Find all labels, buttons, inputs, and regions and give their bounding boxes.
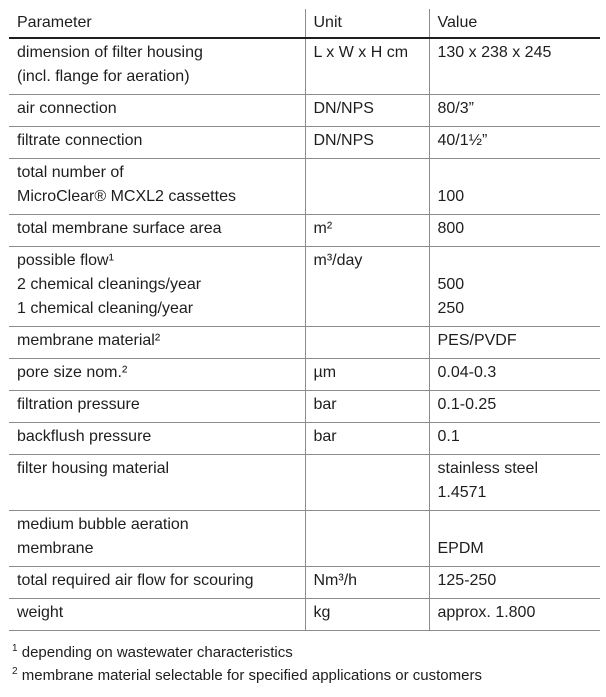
cell-line bbox=[438, 249, 595, 273]
value-cell bbox=[429, 127, 600, 159]
footnote-mark: 1 bbox=[12, 643, 18, 654]
parameter-cell bbox=[9, 215, 305, 247]
cell-line: total required air flow for scouring bbox=[17, 572, 254, 589]
cell-line bbox=[314, 513, 423, 537]
cell-line: air connection bbox=[17, 100, 117, 117]
cell-line: m³/day bbox=[313, 252, 363, 269]
cell-line: 125-250 bbox=[437, 572, 497, 589]
cell-line: 40/1½” bbox=[437, 132, 488, 149]
unit-cell bbox=[305, 327, 429, 359]
cell-line: 250 bbox=[437, 300, 465, 317]
unit-cell bbox=[305, 359, 429, 391]
cell-line: 0.1 bbox=[437, 428, 460, 445]
table-body bbox=[9, 38, 600, 631]
cell-line: dimension of filter housing bbox=[17, 44, 203, 61]
unit-cell bbox=[305, 455, 429, 511]
table-row bbox=[9, 327, 600, 359]
cell-line bbox=[314, 329, 423, 353]
table-row bbox=[9, 455, 600, 511]
value-cell bbox=[429, 455, 600, 511]
value-cell bbox=[429, 38, 600, 95]
parameter-cell bbox=[9, 247, 305, 327]
cell-line: filtrate connection bbox=[17, 132, 143, 149]
cell-line: 1.4571 bbox=[437, 484, 487, 501]
cell-line: 0.04-0.3 bbox=[437, 364, 497, 381]
cell-line: bar bbox=[313, 428, 337, 445]
unit-cell bbox=[305, 599, 429, 631]
unit-cell bbox=[305, 567, 429, 599]
cell-line: 130 x 238 x 245 bbox=[437, 44, 552, 61]
cell-line: backflush pressure bbox=[17, 428, 152, 445]
table-row bbox=[9, 247, 600, 327]
cell-line: 80/3” bbox=[437, 100, 474, 117]
value-cell bbox=[429, 567, 600, 599]
cell-line: DN/NPS bbox=[313, 100, 374, 117]
cell-line: 500 bbox=[437, 276, 465, 293]
table-row bbox=[9, 127, 600, 159]
unit-cell bbox=[305, 511, 429, 567]
footnote-text: membrane material selectable for specified applications or customers bbox=[21, 667, 482, 684]
parameter-cell bbox=[9, 455, 305, 511]
cell-line: 100 bbox=[437, 188, 465, 205]
unit-cell bbox=[305, 247, 429, 327]
cell-line: stainless steel bbox=[437, 460, 538, 477]
table-row bbox=[9, 391, 600, 423]
cell-line: m² bbox=[313, 220, 333, 237]
footnote-text: depending on wastewater characteristics bbox=[21, 644, 293, 661]
value-cell bbox=[429, 359, 600, 391]
cell-line: (incl. flange for aeration) bbox=[17, 68, 190, 85]
parameter-cell bbox=[9, 567, 305, 599]
parameter-cell bbox=[9, 159, 305, 215]
header-unit: Unit bbox=[305, 9, 429, 38]
cell-line: 2 chemical cleanings/year bbox=[17, 276, 202, 293]
cell-line: DN/NPS bbox=[313, 132, 374, 149]
cell-line: EPDM bbox=[437, 540, 484, 557]
cell-line: 0.1-0.25 bbox=[437, 396, 497, 413]
table-row bbox=[9, 38, 600, 95]
cell-line: kg bbox=[313, 604, 331, 621]
table-row bbox=[9, 215, 600, 247]
cell-line bbox=[438, 513, 595, 537]
value-cell bbox=[429, 215, 600, 247]
table-row bbox=[9, 423, 600, 455]
table-row bbox=[9, 95, 600, 127]
cell-line: L x W x H cm bbox=[313, 44, 409, 61]
table-row bbox=[9, 159, 600, 215]
value-cell bbox=[429, 599, 600, 631]
header-parameter: Parameter bbox=[9, 9, 305, 38]
cell-line: membrane material² bbox=[17, 332, 161, 349]
cell-line: bar bbox=[313, 396, 337, 413]
parameter-cell bbox=[9, 511, 305, 567]
table-row bbox=[9, 511, 600, 567]
parameter-cell bbox=[9, 327, 305, 359]
cell-line bbox=[314, 161, 423, 185]
parameter-cell bbox=[9, 423, 305, 455]
parameter-cell bbox=[9, 359, 305, 391]
cell-line: possible flow¹ bbox=[17, 252, 114, 269]
footnote-mark: 2 bbox=[12, 666, 18, 677]
cell-line: MicroClear® MCXL2 cassettes bbox=[17, 188, 236, 205]
footnotes bbox=[12, 641, 482, 687]
cell-line: PES/PVDF bbox=[437, 332, 517, 349]
cell-line bbox=[438, 161, 595, 185]
value-cell bbox=[429, 159, 600, 215]
cell-line: filtration pressure bbox=[17, 396, 140, 413]
footnote-1 bbox=[12, 641, 482, 664]
cell-line: µm bbox=[313, 364, 337, 381]
unit-cell bbox=[305, 159, 429, 215]
table-row bbox=[9, 599, 600, 631]
cell-line: filter housing material bbox=[17, 460, 170, 477]
unit-cell bbox=[305, 215, 429, 247]
header-value: Value bbox=[429, 9, 600, 38]
cell-line: total membrane surface area bbox=[17, 220, 222, 237]
table-header-row bbox=[9, 9, 600, 38]
value-cell bbox=[429, 247, 600, 327]
parameter-cell bbox=[9, 127, 305, 159]
cell-line: Nm³/h bbox=[313, 572, 358, 589]
unit-cell bbox=[305, 95, 429, 127]
cell-line: total number of bbox=[17, 164, 124, 181]
parameter-cell bbox=[9, 38, 305, 95]
unit-cell bbox=[305, 391, 429, 423]
value-cell bbox=[429, 423, 600, 455]
table-row bbox=[9, 567, 600, 599]
value-cell bbox=[429, 391, 600, 423]
spec-table bbox=[9, 9, 600, 631]
cell-line: approx. 1.800 bbox=[437, 604, 536, 621]
cell-line: medium bubble aeration bbox=[17, 516, 189, 533]
value-cell bbox=[429, 95, 600, 127]
unit-cell bbox=[305, 423, 429, 455]
table-row bbox=[9, 359, 600, 391]
parameter-cell bbox=[9, 391, 305, 423]
value-cell bbox=[429, 327, 600, 359]
parameter-cell bbox=[9, 599, 305, 631]
cell-line: 800 bbox=[437, 220, 465, 237]
cell-line: weight bbox=[17, 604, 64, 621]
parameter-cell bbox=[9, 95, 305, 127]
cell-line: 1 chemical cleaning/year bbox=[17, 300, 194, 317]
cell-line: membrane bbox=[17, 540, 94, 557]
cell-line: pore size nom.² bbox=[17, 364, 128, 381]
cell-line bbox=[314, 457, 423, 481]
unit-cell bbox=[305, 127, 429, 159]
value-cell bbox=[429, 511, 600, 567]
unit-cell bbox=[305, 38, 429, 95]
footnote-2 bbox=[12, 664, 482, 687]
